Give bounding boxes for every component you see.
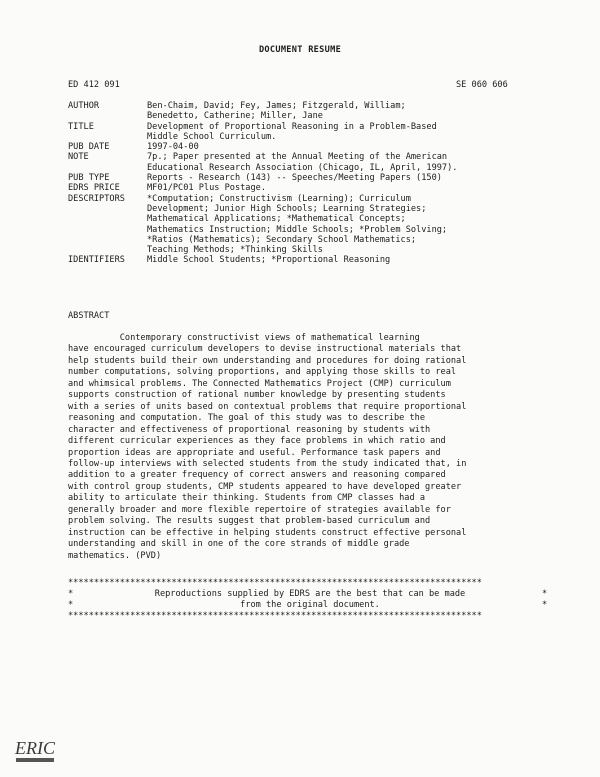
eric-logo <box>13 734 57 766</box>
field-value: Educational Research Association (Chicago, IL, April, 1997). <box>147 162 458 173</box>
metadata-row <box>68 204 548 214</box>
notice-line-2 <box>68 600 552 611</box>
abstract-body <box>68 333 548 562</box>
field-label: EDRS PRICE <box>68 183 120 194</box>
field-label: TITLE <box>68 121 94 132</box>
notice-text-2: from the original document. <box>240 600 380 610</box>
abstract-line: supports construction of rational number knowledge by presenting students <box>68 390 446 401</box>
field-value: MF01/PC01 Plus Postage. <box>147 183 266 194</box>
field-label <box>68 225 147 235</box>
field-value: Middle School Curriculum. <box>147 131 277 142</box>
abstract-line: number computations, solving proportions, and applying those skills to real <box>68 367 457 378</box>
metadata-row <box>68 152 548 162</box>
field-value: Reports - Research (143) -- Speeches/Meeting Papers (150) <box>147 173 442 184</box>
field-label: PUB TYPE <box>68 173 110 184</box>
field-label: DESCRIPTORS <box>68 193 125 204</box>
notice-text-1: Reproductions supplied by EDRS are the best that can be made <box>154 589 466 599</box>
notice-edge-right: * <box>542 589 548 599</box>
field-value: 1997-04-00 <box>147 142 199 153</box>
field-value: *Computation; Constructivism (Learning); Curriculum <box>147 193 411 204</box>
field-label <box>68 214 147 224</box>
abstract-line: reasoning and computation. The goal of this study was to describe the <box>68 413 425 424</box>
metadata-row <box>68 142 548 152</box>
abstract-line: instruction can be effective in helping students construct effective personal <box>68 527 467 538</box>
field-label: NOTE <box>68 152 89 163</box>
field-value: Development of Proportional Reasoning in a Problem-Based <box>147 121 437 132</box>
ed-number: ED 412 091 <box>68 80 120 90</box>
document-header-title: DOCUMENT RESUME <box>258 45 342 55</box>
abstract-line: follow-up interviews with selected students from the study indicated that, in <box>68 458 467 469</box>
abstract-line: and whimsical problems. The Connected Mathematics Project (CMP) curriculum <box>68 378 451 389</box>
metadata-row <box>68 122 548 132</box>
reproduction-notice <box>68 578 552 622</box>
field-value: *Ratios (Mathematics); Secondary School Mathematics; <box>147 234 417 245</box>
metadata-row <box>68 255 548 265</box>
abstract-line: generally broader and more flexible repertoire of strategies available for <box>68 504 451 515</box>
field-label <box>68 204 147 214</box>
field-value: Benedetto, Catherine; Miller, Jane <box>147 111 323 122</box>
field-label <box>68 245 147 255</box>
metadata-row <box>68 132 548 142</box>
metadata-row <box>68 111 548 121</box>
abstract-line: ability to articulate their thinking. Students from CMP classes had a <box>68 493 425 504</box>
field-label: IDENTIFIERS <box>68 255 125 266</box>
metadata-row <box>68 173 548 183</box>
field-value: Ben-Chaim, David; Fey, James; Fitzgerald, William; <box>147 101 406 111</box>
notice-edge-left: * <box>68 600 74 610</box>
se-number: SE 060 606 <box>456 80 508 90</box>
metadata-row <box>68 183 548 193</box>
notice-top-border: ******************************************************************************** <box>68 578 482 588</box>
abstract-line: different curricular experiences as they face problems in which ratio and <box>68 436 446 447</box>
abstract-line: addition to a greater frequency of correct answers and reasoning compared <box>68 470 446 481</box>
metadata-row <box>68 194 548 204</box>
field-value: Teaching Methods; *Thinking Skills <box>147 245 323 256</box>
metadata-row <box>68 245 548 255</box>
notice-edge-right: * <box>542 600 548 610</box>
field-label <box>68 163 147 173</box>
field-value: Middle School Students; *Proportional Reasoning <box>147 255 391 266</box>
metadata-fields <box>68 101 548 266</box>
field-label: PUB DATE <box>68 142 110 153</box>
notice-bottom-border: ******************************************************************************** <box>68 611 482 621</box>
abstract-line: Contemporary constructivist views of mathematical learning <box>68 333 420 343</box>
abstract-line: problem solving. The results suggest that problem-based curriculum and <box>68 516 431 527</box>
field-label <box>68 111 147 121</box>
abstract-line: with a series of units based on contextual problems that require proportional <box>68 401 467 412</box>
abstract-line: have encouraged curriculum developers to devise instructional materials that <box>68 344 462 355</box>
abstract-line: proportion ideas are appropriate and useful. Performance task papers and <box>68 447 441 458</box>
field-label <box>68 132 147 142</box>
metadata-row <box>68 101 548 111</box>
abstract-line: understanding and skill in one of the core strands of middle grade <box>68 539 410 550</box>
field-label <box>68 235 147 245</box>
metadata-row <box>68 163 548 173</box>
abstract-heading: ABSTRACT <box>68 311 110 321</box>
svg-text:ERIC: ERIC <box>15 738 55 758</box>
abstract-line: mathematics. (PVD) <box>68 550 162 561</box>
notice-edge-left: * <box>68 589 74 599</box>
field-value: Mathematical Applications; *Mathematical Concepts; <box>147 214 406 225</box>
field-value: Development; Junior High Schools; Learning Strategies; <box>147 203 427 214</box>
metadata-row <box>68 214 548 224</box>
field-value: 7p.; Paper presented at the Annual Meeting of the American <box>147 152 448 163</box>
field-value: Mathematics Instruction; Middle Schools; *Problem Solving; <box>147 224 448 235</box>
metadata-row <box>68 225 548 235</box>
abstract-line: character and effectiveness of proportional reasoning by students with <box>68 424 431 435</box>
abstract-line: with control group students, CMP students appeared to have developed greater <box>68 481 462 492</box>
notice-line-1 <box>68 589 552 600</box>
abstract-line: help students build their own understanding and procedures for doing rational <box>68 355 467 366</box>
field-label: AUTHOR <box>68 101 100 111</box>
metadata-row <box>68 235 548 245</box>
